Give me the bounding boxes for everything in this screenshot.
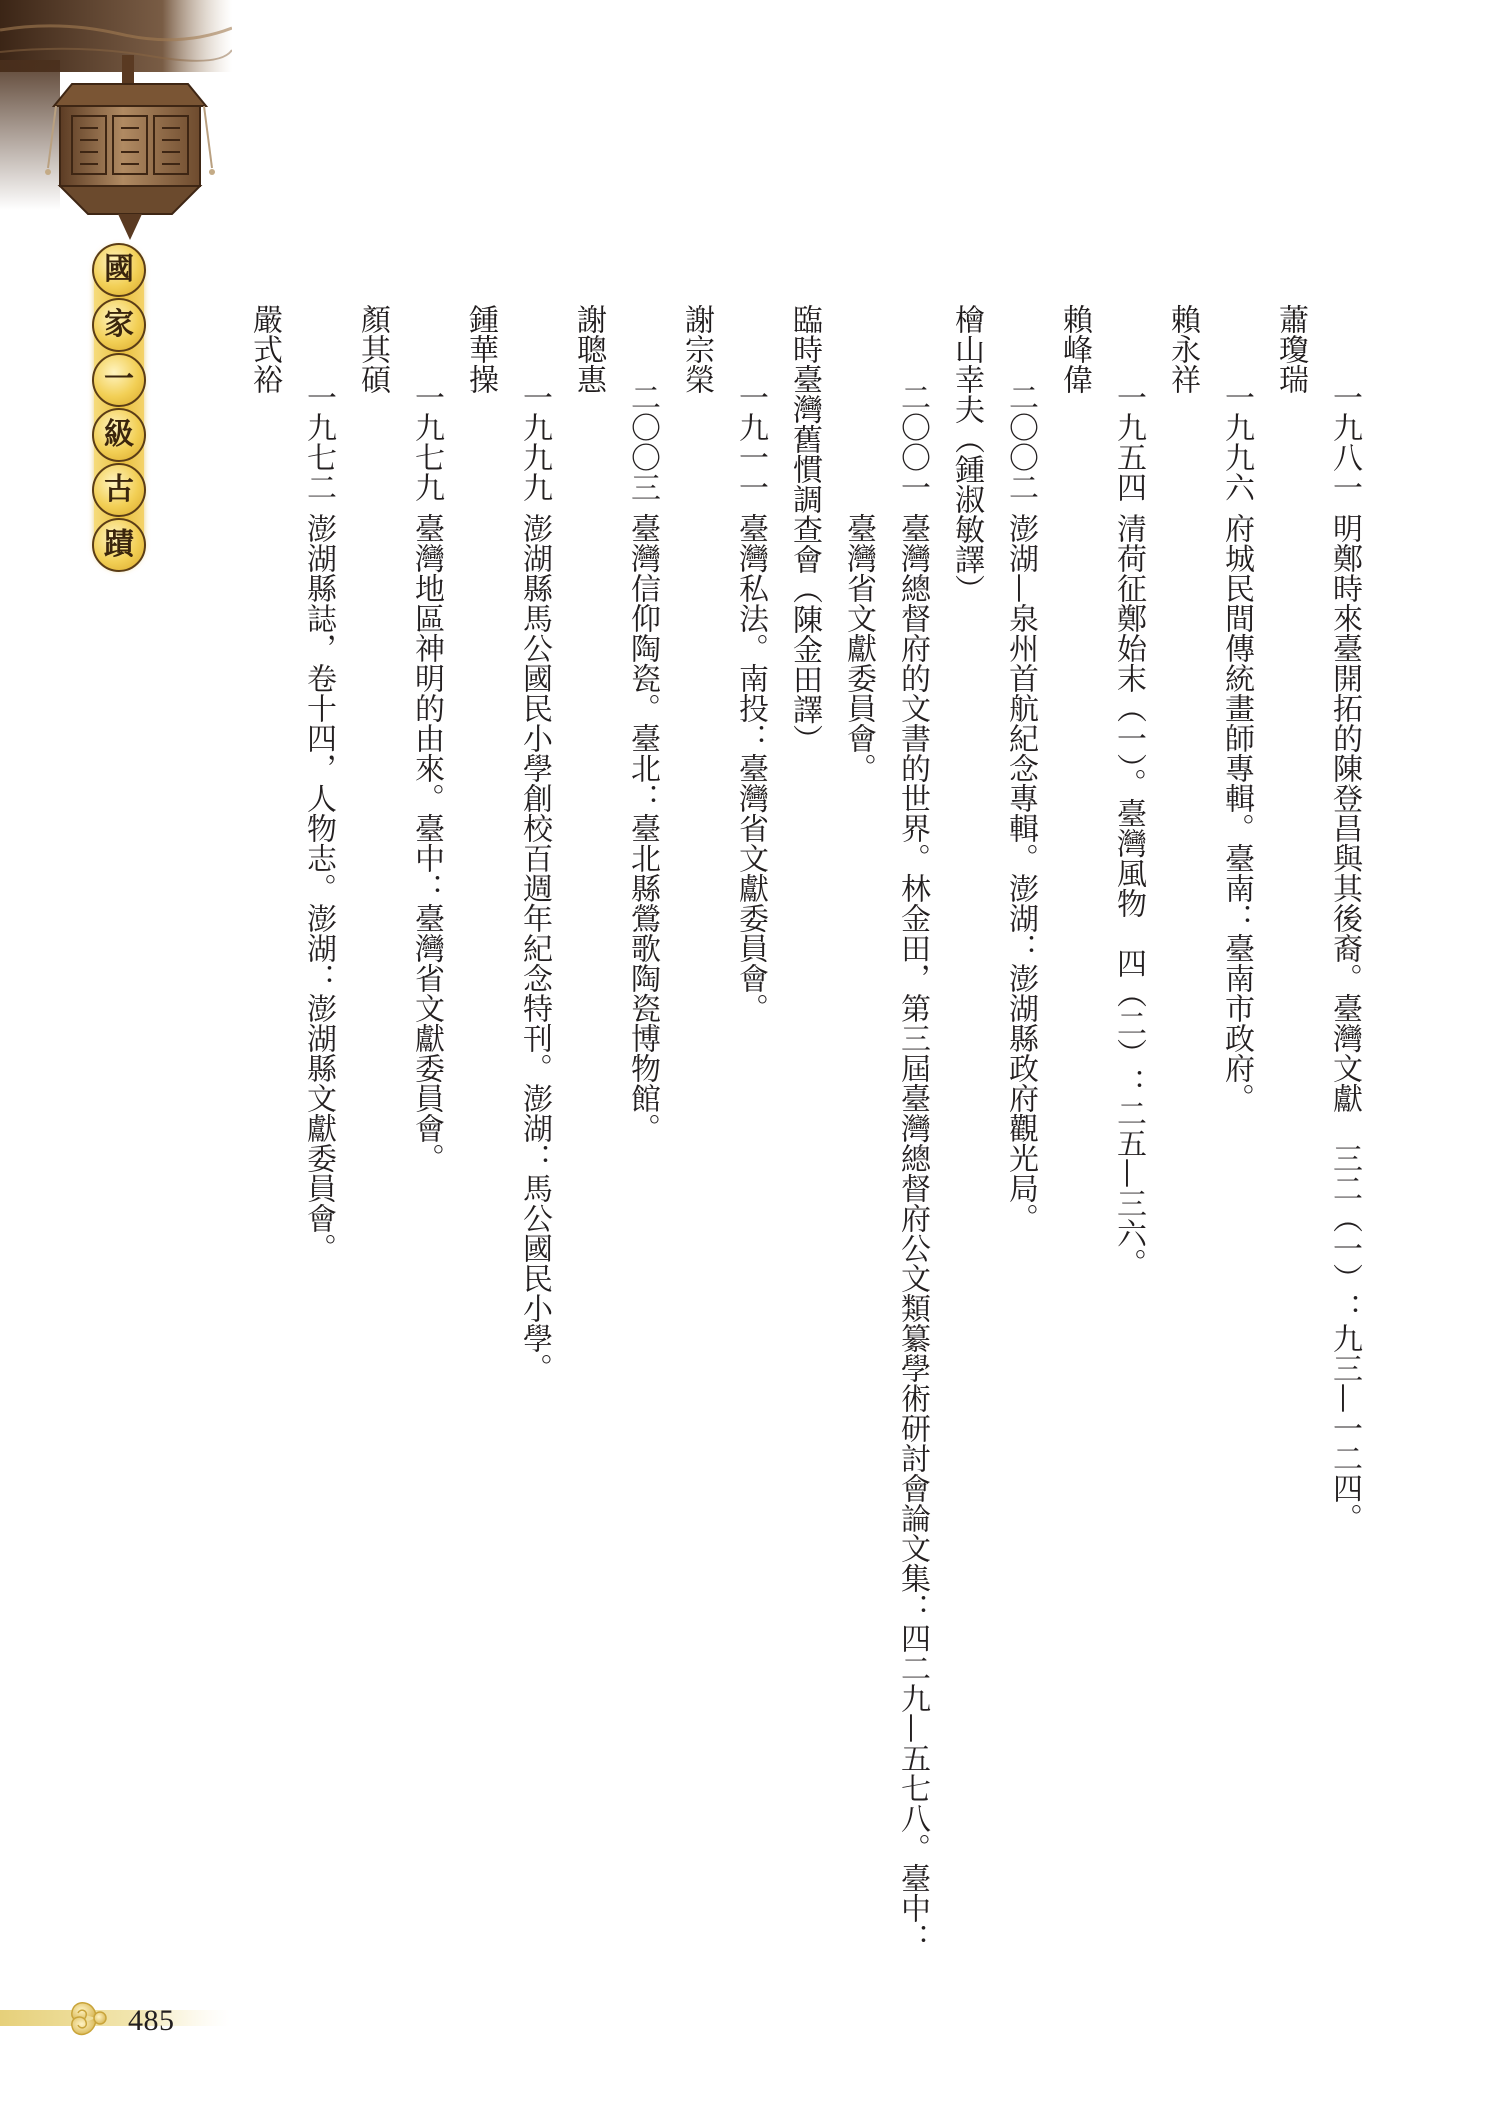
reference-author: 嚴式裕 bbox=[247, 304, 282, 394]
reference-citation: 澎湖縣馬公國民小學創校百週年紀念特刊。澎湖：馬公國民小學。 bbox=[517, 513, 552, 1383]
reference-author: 賴永祥 bbox=[1165, 304, 1200, 394]
reference-year: 一九七九 bbox=[409, 382, 444, 502]
reference-year: 一九九九 bbox=[517, 382, 552, 502]
badge-char: 蹟 bbox=[92, 518, 146, 572]
reference-year: 二〇〇二 bbox=[1003, 382, 1038, 502]
reference-citation: 臺灣總督府的文書的世界。林金田，第三屆臺灣總督府公文類纂學術研討會論文集：四二九—五七八。臺中： bbox=[895, 513, 930, 1953]
reference-author: 臨時臺灣舊慣調查會（陳金田譯） bbox=[787, 304, 822, 754]
reference-author: 賴峰偉 bbox=[1057, 304, 1092, 394]
reference-year: 一九八一 bbox=[1327, 382, 1362, 502]
reference-citation: 府城民間傳統畫師專輯。臺南：臺南市政府。 bbox=[1219, 513, 1254, 1113]
page-number-ornament bbox=[0, 1984, 230, 2054]
reference-citation: 明鄭時來臺開拓的陳登昌與其後裔。臺灣文獻 三二（一）：九三—一二四。 bbox=[1327, 513, 1362, 1533]
badge-char: 級 bbox=[92, 408, 146, 462]
reference-year: 二〇〇三 bbox=[625, 382, 660, 502]
badge-char: 家 bbox=[92, 298, 146, 352]
reference-year: 一九五四 bbox=[1111, 382, 1146, 502]
lantern-photo bbox=[0, 0, 232, 250]
reference-year: 一九一一 bbox=[733, 382, 768, 502]
reference-citation: 臺灣地區神明的由來。臺中：臺灣省文獻委員會。 bbox=[409, 513, 444, 1173]
reference-citation: 澎湖—泉州首航紀念專輯。澎湖：澎湖縣政府觀光局。 bbox=[1003, 513, 1038, 1233]
reference-citation: 臺灣信仰陶瓷。臺北：臺北縣鶯歌陶瓷博物館。 bbox=[625, 513, 660, 1143]
reference-author: 謝聰惠 bbox=[571, 304, 606, 394]
reference-year: 一九七二 bbox=[301, 382, 336, 502]
reference-citation-continued: 臺灣省文獻委員會。 bbox=[841, 513, 876, 783]
reference-author: 蕭瓊瑞 bbox=[1273, 304, 1308, 394]
reference-citation: 清荷征鄭始末（一）。臺灣風物 四（二）：二五—三六。 bbox=[1111, 513, 1146, 1278]
badge-char: 一 bbox=[92, 353, 146, 407]
reference-citation: 臺灣私法。南投：臺灣省文獻委員會。 bbox=[733, 513, 768, 1023]
reference-author: 顏其碩 bbox=[355, 304, 390, 394]
reference-author: 檜山幸夫（鍾淑敏譯） bbox=[949, 304, 984, 604]
badge-char: 國 bbox=[92, 243, 146, 297]
reference-year: 一九九六 bbox=[1219, 382, 1254, 502]
reference-year: 二〇〇一 bbox=[895, 382, 930, 502]
reference-author: 鍾華操 bbox=[463, 304, 498, 394]
reference-citation: 澎湖縣誌，卷十四，人物志。澎湖：澎湖縣文獻委員會。 bbox=[301, 513, 336, 1263]
badge-char: 古 bbox=[92, 463, 146, 517]
reference-author: 謝宗榮 bbox=[679, 304, 714, 394]
page-number: 485 bbox=[128, 2004, 175, 2037]
